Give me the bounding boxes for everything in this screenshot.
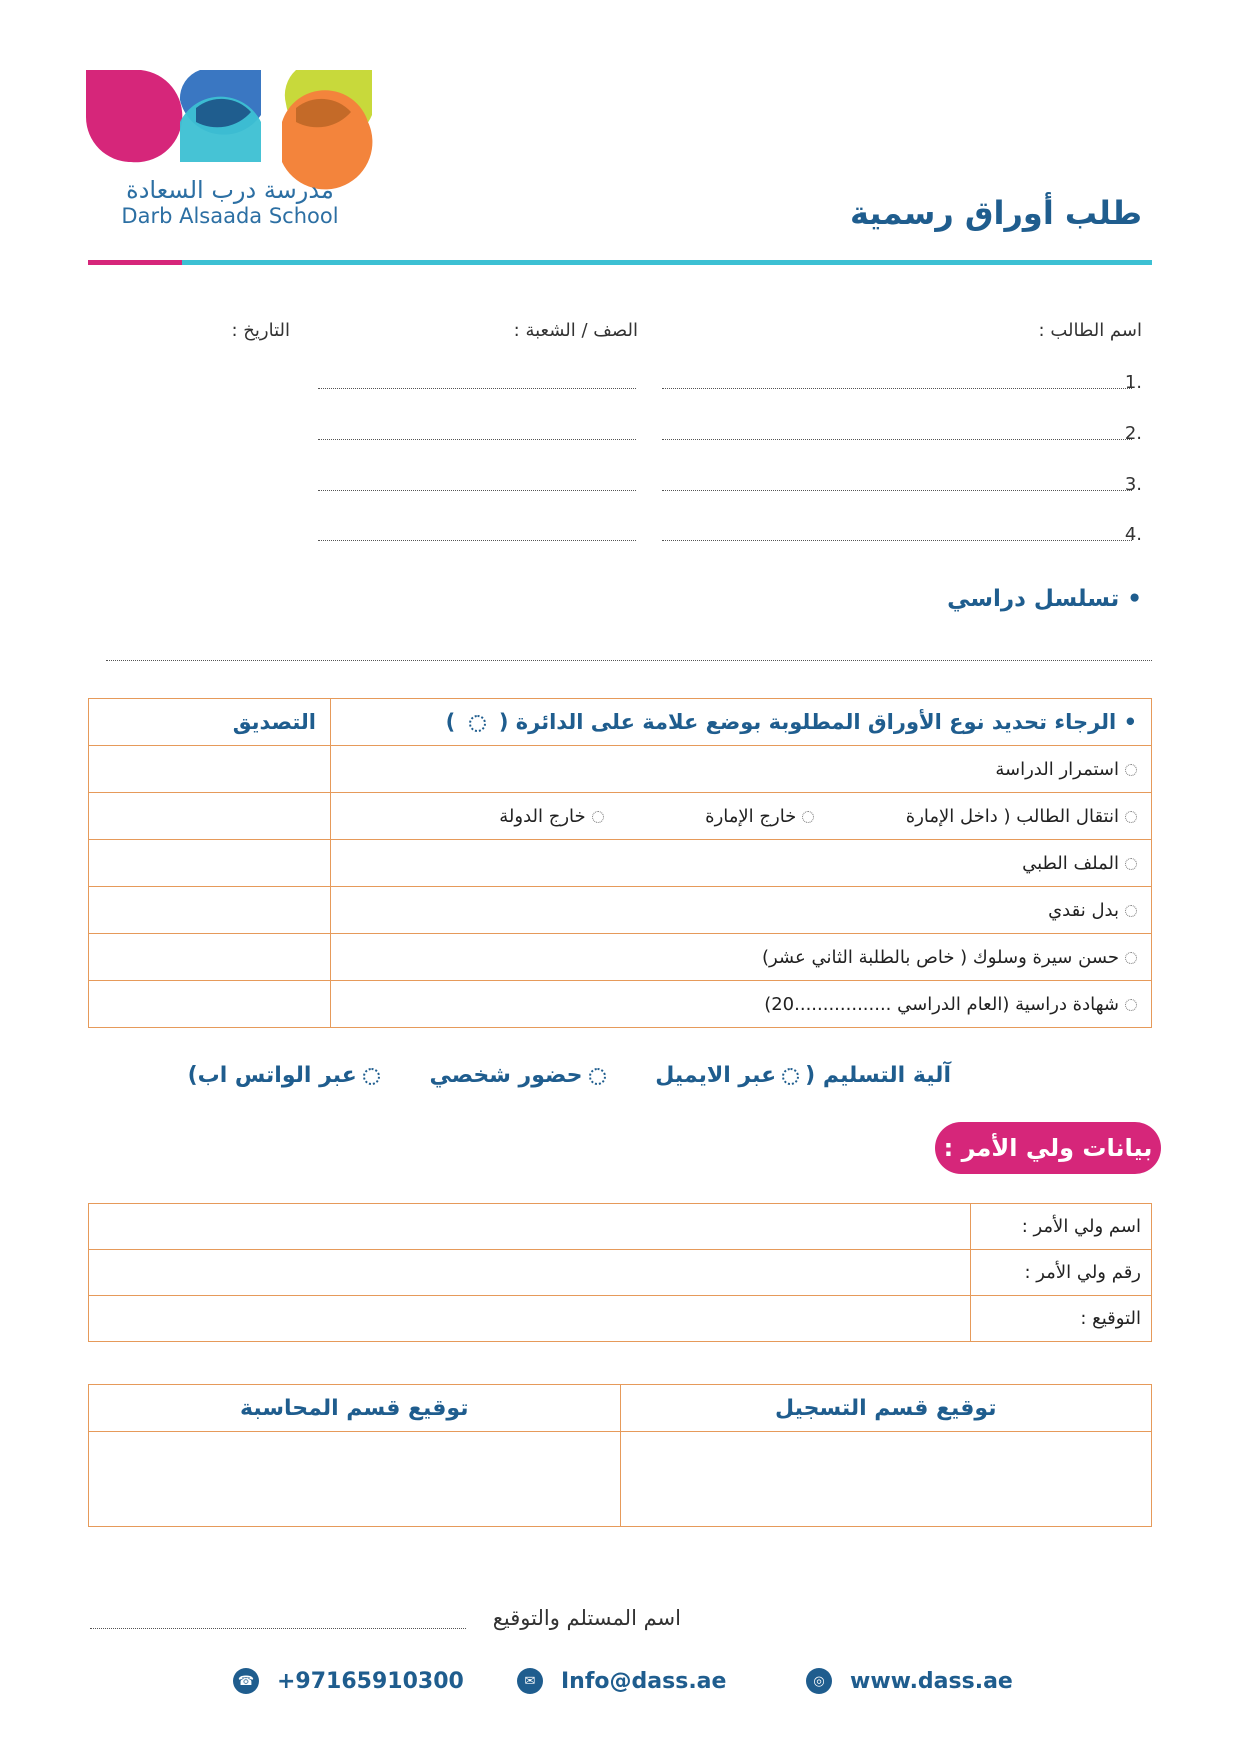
circle-icon [469, 715, 486, 732]
row-number: 3. [1124, 474, 1142, 495]
radio-conduct[interactable] [1125, 952, 1137, 964]
table-row [89, 887, 1152, 934]
accounting-signature-field[interactable] [89, 1432, 621, 1527]
approval-cell[interactable] [89, 981, 331, 1028]
guardian-signature-field[interactable] [89, 1296, 971, 1342]
option-label: شهادة دراسية (العام الدراسي .................20) [764, 993, 1119, 1015]
student-name-label: اسم الطالب : [1038, 320, 1142, 341]
academic-sequence-field[interactable] [106, 660, 1152, 661]
row-number: 2. [1124, 423, 1142, 444]
grade-field[interactable] [318, 439, 636, 440]
radio-whatsapp[interactable] [363, 1068, 380, 1085]
grade-field[interactable] [318, 540, 636, 541]
table-row [89, 840, 1152, 887]
website-contact[interactable] [806, 1668, 1013, 1694]
approval-cell[interactable] [89, 934, 331, 981]
academic-sequence-title: • تسلسل دراسي [947, 586, 1142, 612]
radio-transfer-outside-country[interactable] [592, 811, 604, 823]
option-label: استمرار الدراسة [995, 758, 1119, 780]
table-row [89, 1250, 1152, 1296]
school-name-arabic: مدرسة درب السعادة [126, 176, 334, 204]
phone-text: +97165910300 [277, 1668, 464, 1694]
guardian-phone-label: رقم ولي الأمر : [971, 1250, 1152, 1296]
delivery-in-person: حضور شخصي [429, 1063, 583, 1088]
radio-continuation[interactable] [1125, 764, 1137, 776]
phone-contact[interactable] [233, 1668, 464, 1694]
guardian-name-label: اسم ولي الأمر : [971, 1204, 1152, 1250]
table-row [89, 934, 1152, 981]
delivery-options [188, 1063, 951, 1088]
student-name-field[interactable] [662, 540, 1132, 541]
radio-medical[interactable] [1125, 858, 1137, 870]
radio-transfer-inside[interactable] [1125, 811, 1137, 823]
documents-table [88, 698, 1152, 1028]
option-label: خارج الدولة [499, 805, 586, 827]
website-text: www.dass.ae [850, 1668, 1013, 1694]
approval-header: التصديق [89, 699, 331, 746]
approval-cell[interactable] [89, 746, 331, 793]
grade-field[interactable] [318, 388, 636, 389]
table-row [89, 981, 1152, 1028]
globe-icon: ◎ [806, 1668, 832, 1694]
guardian-signature-label: التوقيع : [971, 1296, 1152, 1342]
signatures-table [88, 1384, 1152, 1527]
guardian-name-field[interactable] [89, 1204, 971, 1250]
row-number: 4. [1124, 524, 1142, 545]
phone-icon: ☎ [233, 1668, 259, 1694]
receiver-label: اسم المستلم والتوقيع [492, 1606, 681, 1630]
registration-signature-field[interactable] [620, 1432, 1152, 1527]
student-name-field[interactable] [662, 439, 1132, 440]
email-text: Info@dass.ae [561, 1668, 727, 1694]
approval-cell[interactable] [89, 840, 331, 887]
radio-email[interactable] [782, 1068, 799, 1085]
date-label: التاريخ : [231, 320, 290, 341]
radio-in-person[interactable] [589, 1068, 606, 1085]
mail-icon: ✉ [517, 1668, 543, 1694]
table-row [89, 746, 1152, 793]
delivery-whatsapp: عبر الواتس اب) [187, 1063, 357, 1088]
option-label: انتقال الطالب ( داخل الإمارة [905, 805, 1119, 827]
table-row [89, 1204, 1152, 1250]
header-divider-cyan [182, 260, 1152, 265]
approval-cell[interactable] [89, 793, 331, 840]
radio-transfer-outside-emirate[interactable] [802, 811, 814, 823]
option-label: خارج الإمارة [705, 805, 797, 827]
guardian-phone-field[interactable] [89, 1250, 971, 1296]
guardian-section-title: بيانات ولي الأمر : [935, 1122, 1161, 1174]
option-label: حسن سيرة وسلوك ( خاص بالطلبة الثاني عشر) [761, 946, 1119, 968]
receiver-field[interactable] [90, 1628, 466, 1629]
accounting-signature-header: توقيع قسم المحاسبة [89, 1385, 621, 1432]
row-number: 1. [1124, 372, 1142, 393]
guardian-table [88, 1203, 1152, 1342]
email-contact[interactable] [517, 1668, 726, 1694]
header-divider-pink [88, 260, 182, 265]
table-row [89, 1296, 1152, 1342]
delivery-label: آلية التسليم ( [805, 1063, 951, 1088]
page-title: طلب أوراق رسمية [849, 194, 1142, 232]
registration-signature-header: توقيع قسم التسجيل [620, 1385, 1152, 1432]
grade-label: الصف / الشعبة : [513, 320, 638, 341]
student-name-field[interactable] [662, 388, 1132, 389]
option-label: الملف الطبي [1022, 852, 1119, 874]
student-name-field[interactable] [662, 490, 1132, 491]
school-name-english: Darb Alsaada School [121, 204, 339, 228]
documents-header [331, 699, 1152, 746]
documents-header-text: • الرجاء تحديد نوع الأوراق المطلوبة بوضع علامة على الدائرة ( [498, 710, 1137, 734]
grade-field[interactable] [318, 490, 636, 491]
radio-allowance[interactable] [1125, 905, 1137, 917]
delivery-email: عبر الايميل [655, 1063, 777, 1088]
approval-cell[interactable] [89, 887, 331, 934]
table-row [89, 793, 1152, 840]
documents-header-close: ) [445, 710, 456, 734]
radio-certificate[interactable] [1125, 999, 1137, 1011]
option-label: بدل نقدي [1048, 899, 1119, 921]
